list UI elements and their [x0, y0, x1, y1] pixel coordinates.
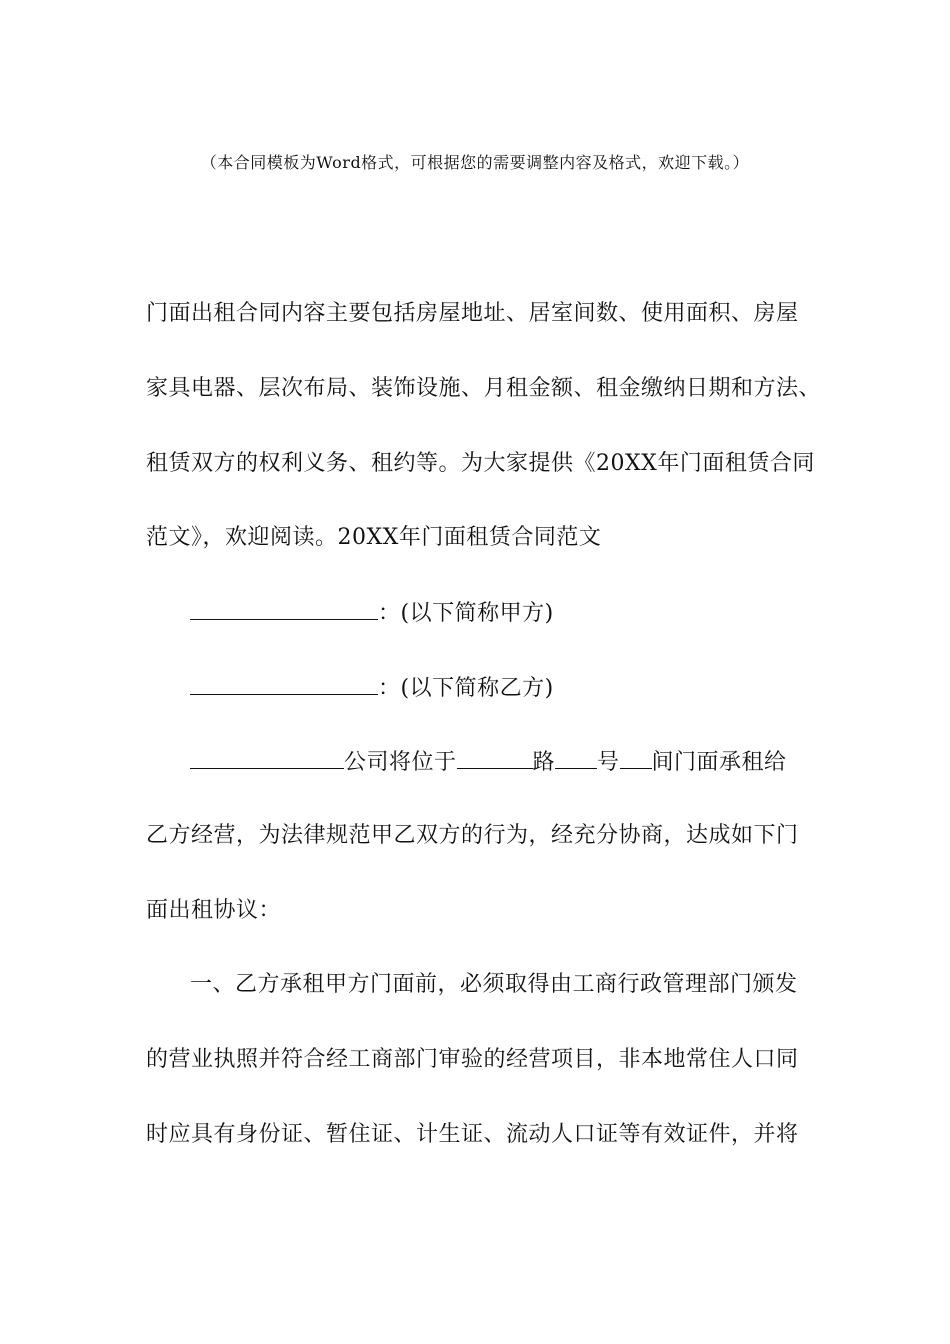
- template-note: （本合同模板为Word格式，可根据您的需要调整内容及格式，欢迎下载。）: [200, 153, 750, 172]
- intro-line-4: 范文》，欢迎阅读。20XX年门面租赁合同范文: [146, 525, 602, 550]
- location-cont-line-2: 面出租协议：: [146, 898, 282, 923]
- location-cont-line-1: 乙方经营，为法律规范甲乙双方的行为，经充分协商，达成如下门: [146, 823, 799, 848]
- location-seg-4: 间门面承租给: [651, 750, 787, 775]
- location-seg-2: 路: [532, 750, 556, 775]
- party-b-blank: [190, 672, 378, 695]
- road-blank: [457, 746, 533, 769]
- party-a-line: [190, 597, 554, 629]
- location-line: [190, 746, 787, 778]
- party-a-blank: [190, 597, 378, 620]
- intro-line-2: 家具电器、层次布局、装饰设施、月租金额、租金缴纳日期和方法、: [146, 376, 822, 401]
- number-blank: [555, 746, 597, 769]
- party-b-line: [190, 672, 554, 704]
- unit-blank: [620, 746, 652, 769]
- party-a-label: ：(以下简称甲方): [378, 601, 554, 626]
- company-blank: [190, 746, 344, 769]
- clause-1-line-2: 的营业执照并符合经工商部门审验的经营项目，非本地常住人口同: [146, 1047, 799, 1072]
- clause-1-line-1: 一、乙方承租甲方门面前，必须取得由工商行政管理部门颁发: [190, 972, 798, 997]
- clause-1-line-3: 时应具有身份证、暂住证、计生证、流动人口证等有效证件，并将: [146, 1122, 799, 1147]
- party-b-label: ：(以下简称乙方): [378, 676, 554, 701]
- location-seg-3: 号: [597, 750, 620, 775]
- intro-line-1: 门面出租合同内容主要包括房屋地址、居室间数、使用面积、房屋: [146, 301, 799, 326]
- intro-line-3: 租赁双方的权利义务、租约等。为大家提供《20XX年门面租赁合同: [146, 451, 815, 476]
- location-seg-1: 公司将位于: [344, 750, 457, 775]
